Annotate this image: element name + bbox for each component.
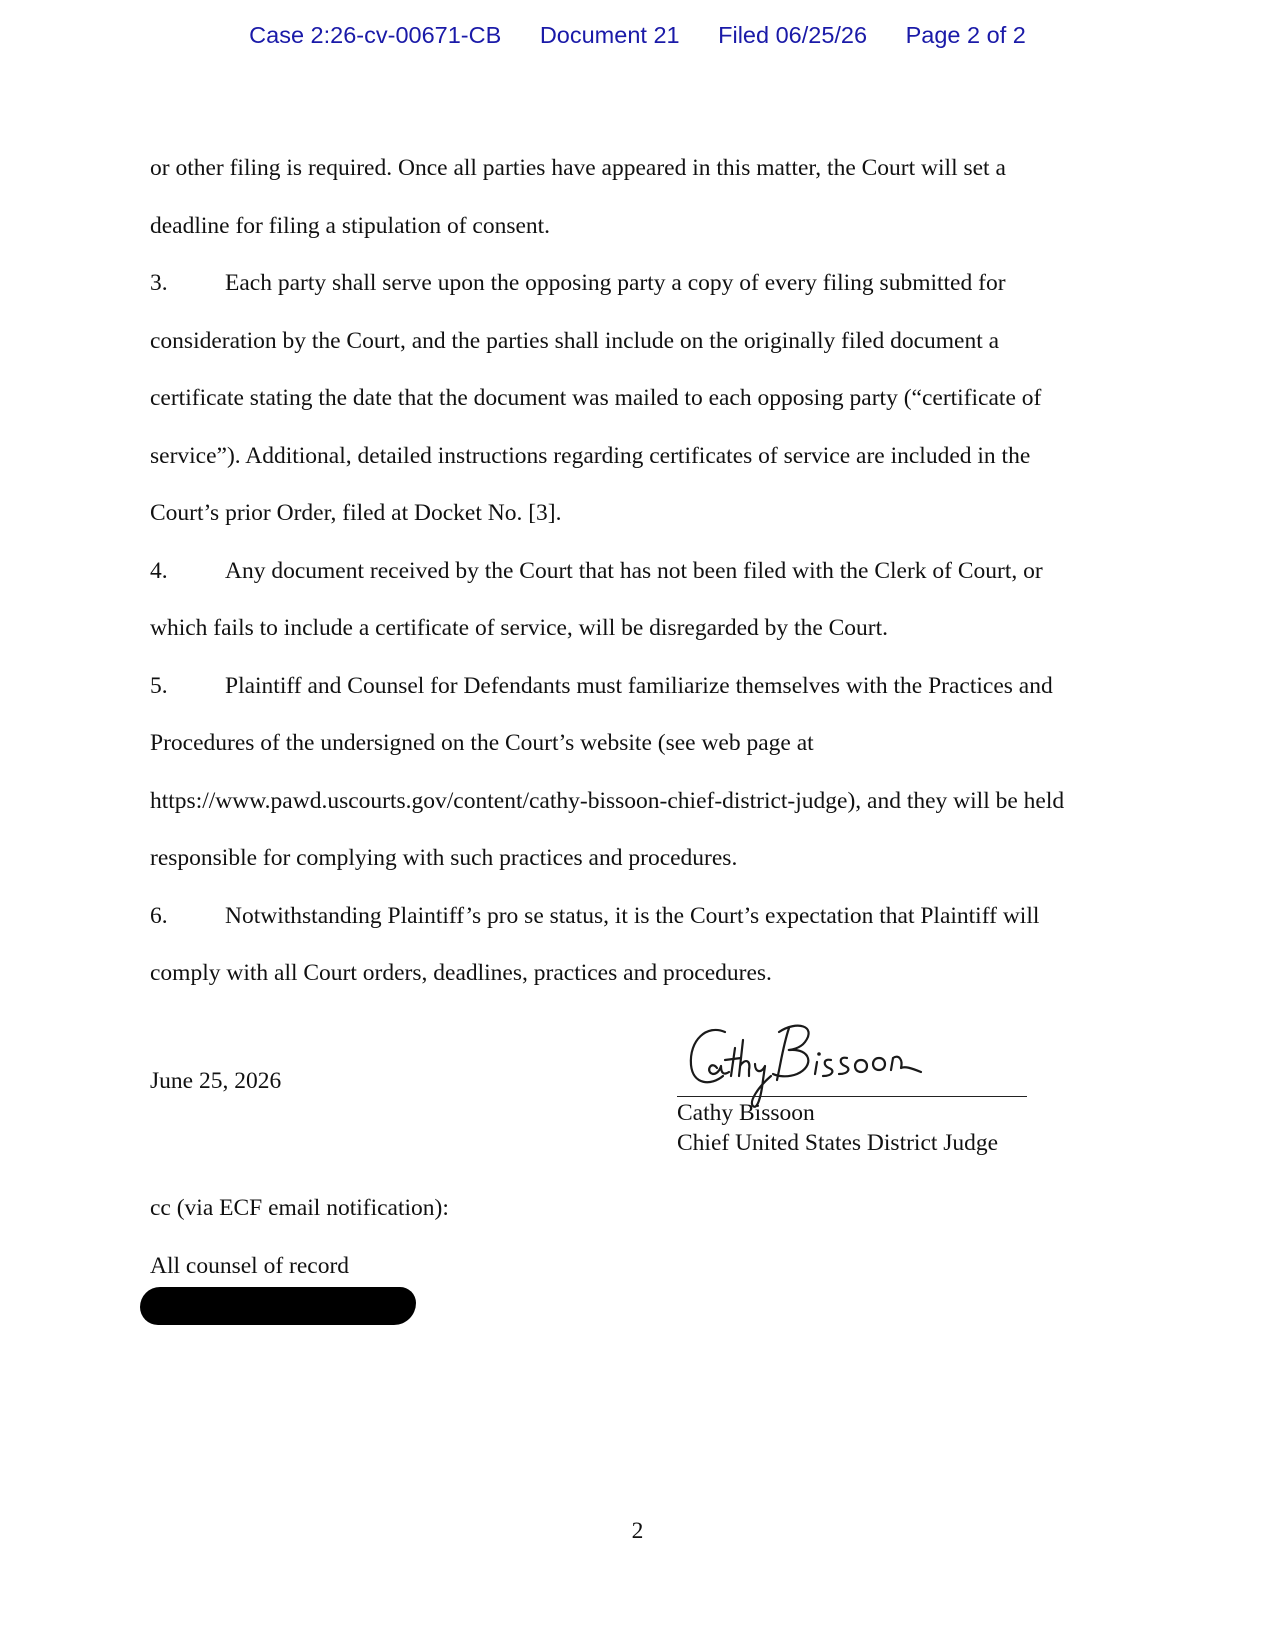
paragraph-3-start: 3. Each party shall serve upon the opposing party a copy of every filing submitted for <box>150 255 1140 313</box>
case-number: Case 2:26-cv-00671-CB <box>249 22 502 48</box>
filed-date: Filed 06/25/26 <box>718 22 868 48</box>
page-indicator: Page 2 of 2 <box>905 22 1026 48</box>
ecf-header <box>0 22 1275 49</box>
cc-block <box>150 1180 449 1295</box>
document-number: Document 21 <box>539 22 680 48</box>
paragraph-number: 4. <box>150 557 168 584</box>
signature-line <box>677 1096 1027 1097</box>
body-line: comply with all Court orders, deadlines, practices and procedures. <box>150 960 772 986</box>
body-line: consideration by the Court, and the parties shall include on the originally filed document a <box>150 327 1000 354</box>
paragraph-number: 5. <box>150 672 168 699</box>
body-line: Court’s prior Order, filed at Docket No. [3]. <box>150 500 562 526</box>
paragraph-4-start: 4. Any document received by the Court that has not been filed with the Clerk of Court, or <box>150 543 1140 601</box>
cc-label: cc (via ECF email notification): <box>150 1195 449 1221</box>
judge-name: Cathy Bissoon <box>677 1100 815 1126</box>
cc-recipient: All counsel of record <box>150 1252 350 1279</box>
page-number: 2 <box>631 1518 644 1544</box>
judge-title: Chief United States District Judge <box>677 1130 999 1156</box>
body-line: certificate stating the date that the document was mailed to each opposing party (“certificate of <box>150 385 1042 411</box>
handwritten-signature <box>677 1010 967 1110</box>
paragraph-number: 3. <box>150 270 168 296</box>
body-line: Procedures of the undersigned on the Court’s website (see web page at <box>150 730 814 756</box>
paragraph-6-start: 6. Notwithstanding Plaintiff’s pro se status, it is the Court’s expectation that Plaintiff will <box>150 888 1140 946</box>
order-date: June 25, 2026 <box>150 1068 282 1094</box>
body-line: https://www.pawd.uscourts.gov/content/cathy-bissoon-chief-district-judge), and they will be held <box>150 787 1065 814</box>
redaction-mark <box>140 1287 416 1325</box>
body-line: or other filing is required. Once all parties have appeared in this matter, the Court will set a <box>150 155 1006 181</box>
paragraph-5-start: 5. Plaintiff and Counsel for Defendants must familiarize themselves with the Practices and <box>150 658 1140 716</box>
order-body <box>150 140 1140 1003</box>
paragraph-number: 6. <box>150 902 168 929</box>
body-line: responsible for complying with such practices and procedures. <box>150 845 738 871</box>
body-line: which fails to include a certificate of service, will be disregarded by the Court. <box>150 615 889 641</box>
body-line: service”). Additional, detailed instructions regarding certificates of service are included in the <box>150 442 1031 469</box>
body-line: deadline for filing a stipulation of consent. <box>150 212 551 239</box>
